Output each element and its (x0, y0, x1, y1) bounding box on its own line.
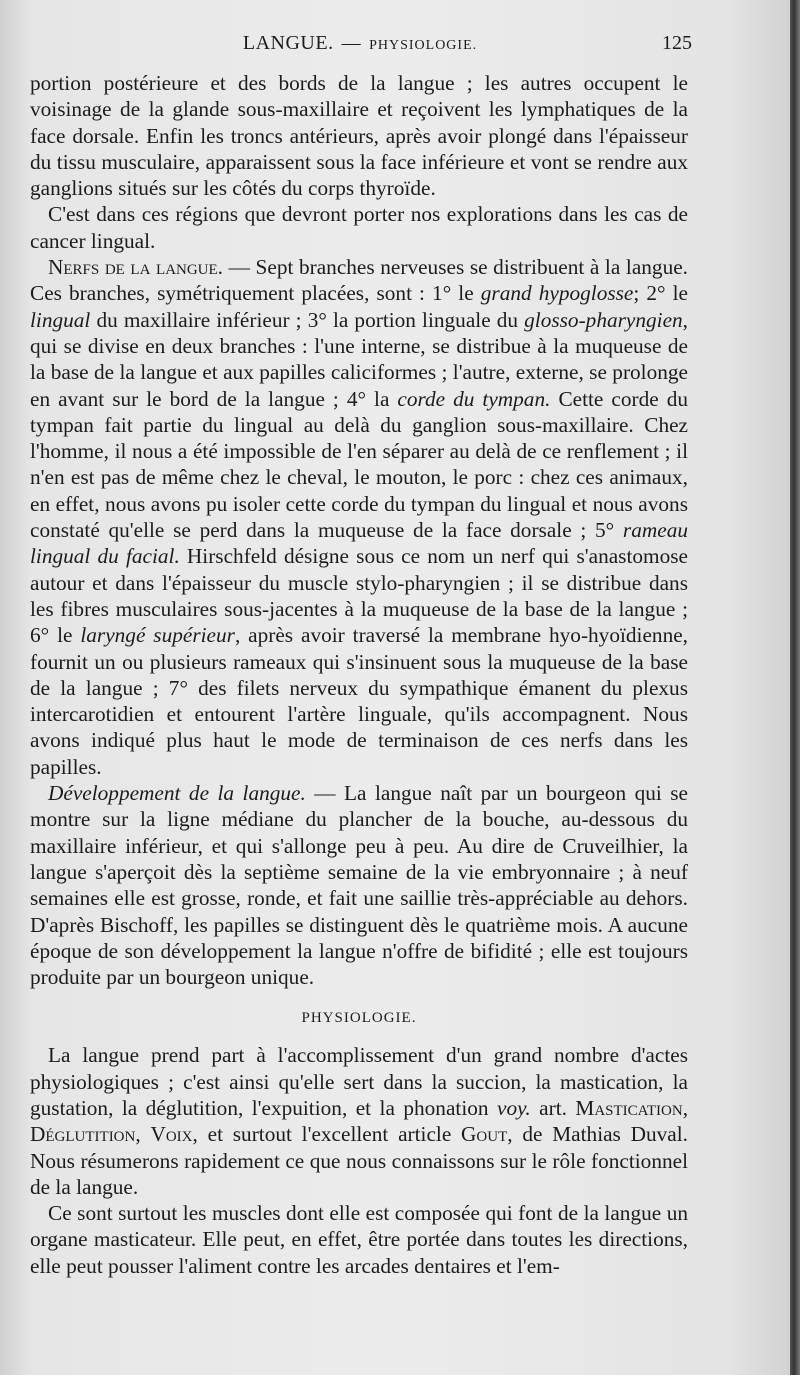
paragraph-development: Développement de la langue. — La langue naît par un bourgeon qui se montre sur la ligne médiane du plancher de la bouche, au-dessous du maxillaire inférieur, et qui s'allonge peu à peu. Au dire de Cruveilhier, la langue s'aperçoit dès la septième semaine de la vie embryonnaire ; à neuf semaines elle est grosse, ronde, et fait une saillie très-appréciable au dehors. D'après Bischoff, les papilles se distinguent dès le quatrième mois. A aucune époque de son développement la langue n'offre de bifidité ; elle est toujours produite par un bourgeon unique. (30, 781, 688, 990)
header-dash: — (341, 33, 362, 54)
header-subtitle: PHYSIOLOGIE. (369, 38, 478, 53)
header-title: LANGUE. (242, 32, 334, 54)
paragraph-muscles: Ce sont surtout les muscles dont elle est composée qui font de la langue un organe masticateur. Elle peut, en effet, être portée dans toutes les directions, elle peut pousser l'aliment contre les arcades dentaires et l'em- (30, 1201, 688, 1278)
section-lead-development: Développement de la langue. (48, 781, 306, 806)
paragraph-nerves: Nerfs de la langue. — Sept branches nerveuses se distribuent à la langue. Ces branches, symétriquement placées, sont : 1° le grand hypoglosse; 2° le lingual du maxillaire inférieur ; 3° la portion linguale du glosso-pharyngien, qui se divise en deux branches : l'une interne, se distribue à la muqueuse de la base de la langue et aux papilles caliciformes ; l'autre, externe, se prolonge en avant sur le bord de la langue ; 4° la corde du tympan. Cette corde du tympan fait partie du lingual au delà du ganglion sous-maxillaire. Chez l'homme, il nous a été impossible de l'en séparer au delà de ce renflement ; il n'en est pas de même chez le cheval, le mouton, le porc : chez ces animaux, en effet, nous avons pu isoler cette corde du tympan du lingual et nous avons constaté qu'elle se perd dans la muqueuse de la face dorsale ; 5° rameau lingual du facial. Hirschfeld désigne sous ce nom un nerf qui s'anastomose autour et dans l'épaisseur du muscle stylo-pharyngien ; il se distribue dans les fibres musculaires sous-jacentes à la muqueuse de la base de la langue ; 6° le laryngé supérieur, après avoir traversé la membrane hyo-hyoïdienne, fournit un ou plusieurs rameaux qui s'insinuent sous la muqueuse de la base de la langue ; 7° des filets nerveux du sympathique émanent du plexus intercarotidien et entourent l'artère linguale, qu'ils accompagnent. Nous avons indiqué plus haut le mode de terminaison de ces nerfs dans les papilles. (30, 255, 688, 779)
running-title (30, 32, 690, 55)
section-heading-physiologie: PHYSIOLOGIE. (301, 1010, 417, 1027)
paragraph-lymphatics: portion postérieure et des bords de la langue ; les autres occupent le voisinage de la glande sous-maxillaire et reçoivent les lymphatiques de la face dorsale. Enfin les troncs antérieurs, après avoir plongé dans l'épaisseur du tissu musculaire, apparaissent sous la face inférieure et vont se rendre aux ganglions situés sur les côtés du corps thyroïde. (30, 71, 688, 201)
running-header (30, 30, 690, 60)
body-text (30, 70, 688, 1279)
paragraph-exploration: C'est dans ces régions que devront porter nos explorations dans les cas de cancer lingual. (30, 202, 688, 253)
page-number: 125 (662, 32, 692, 54)
section-lead-nerves: Nerfs de la langue. (48, 255, 224, 280)
paragraph-physiology: La langue prend part à l'accomplissement d'un grand nombre d'actes physiologiques ; c'est ainsi qu'elle sert dans la succion, la mastication, la gustation, la déglutition, l'expuition, et la phonation voy. art. Mastication, Déglutition, Voix, et surtout l'excellent article Gout, de Mathias Duval. Nous résumerons rapidement ce que nous connaissons sur le rôle fonctionnel de la langue. (30, 1043, 689, 1199)
page-edge-shadow (790, 0, 800, 1375)
